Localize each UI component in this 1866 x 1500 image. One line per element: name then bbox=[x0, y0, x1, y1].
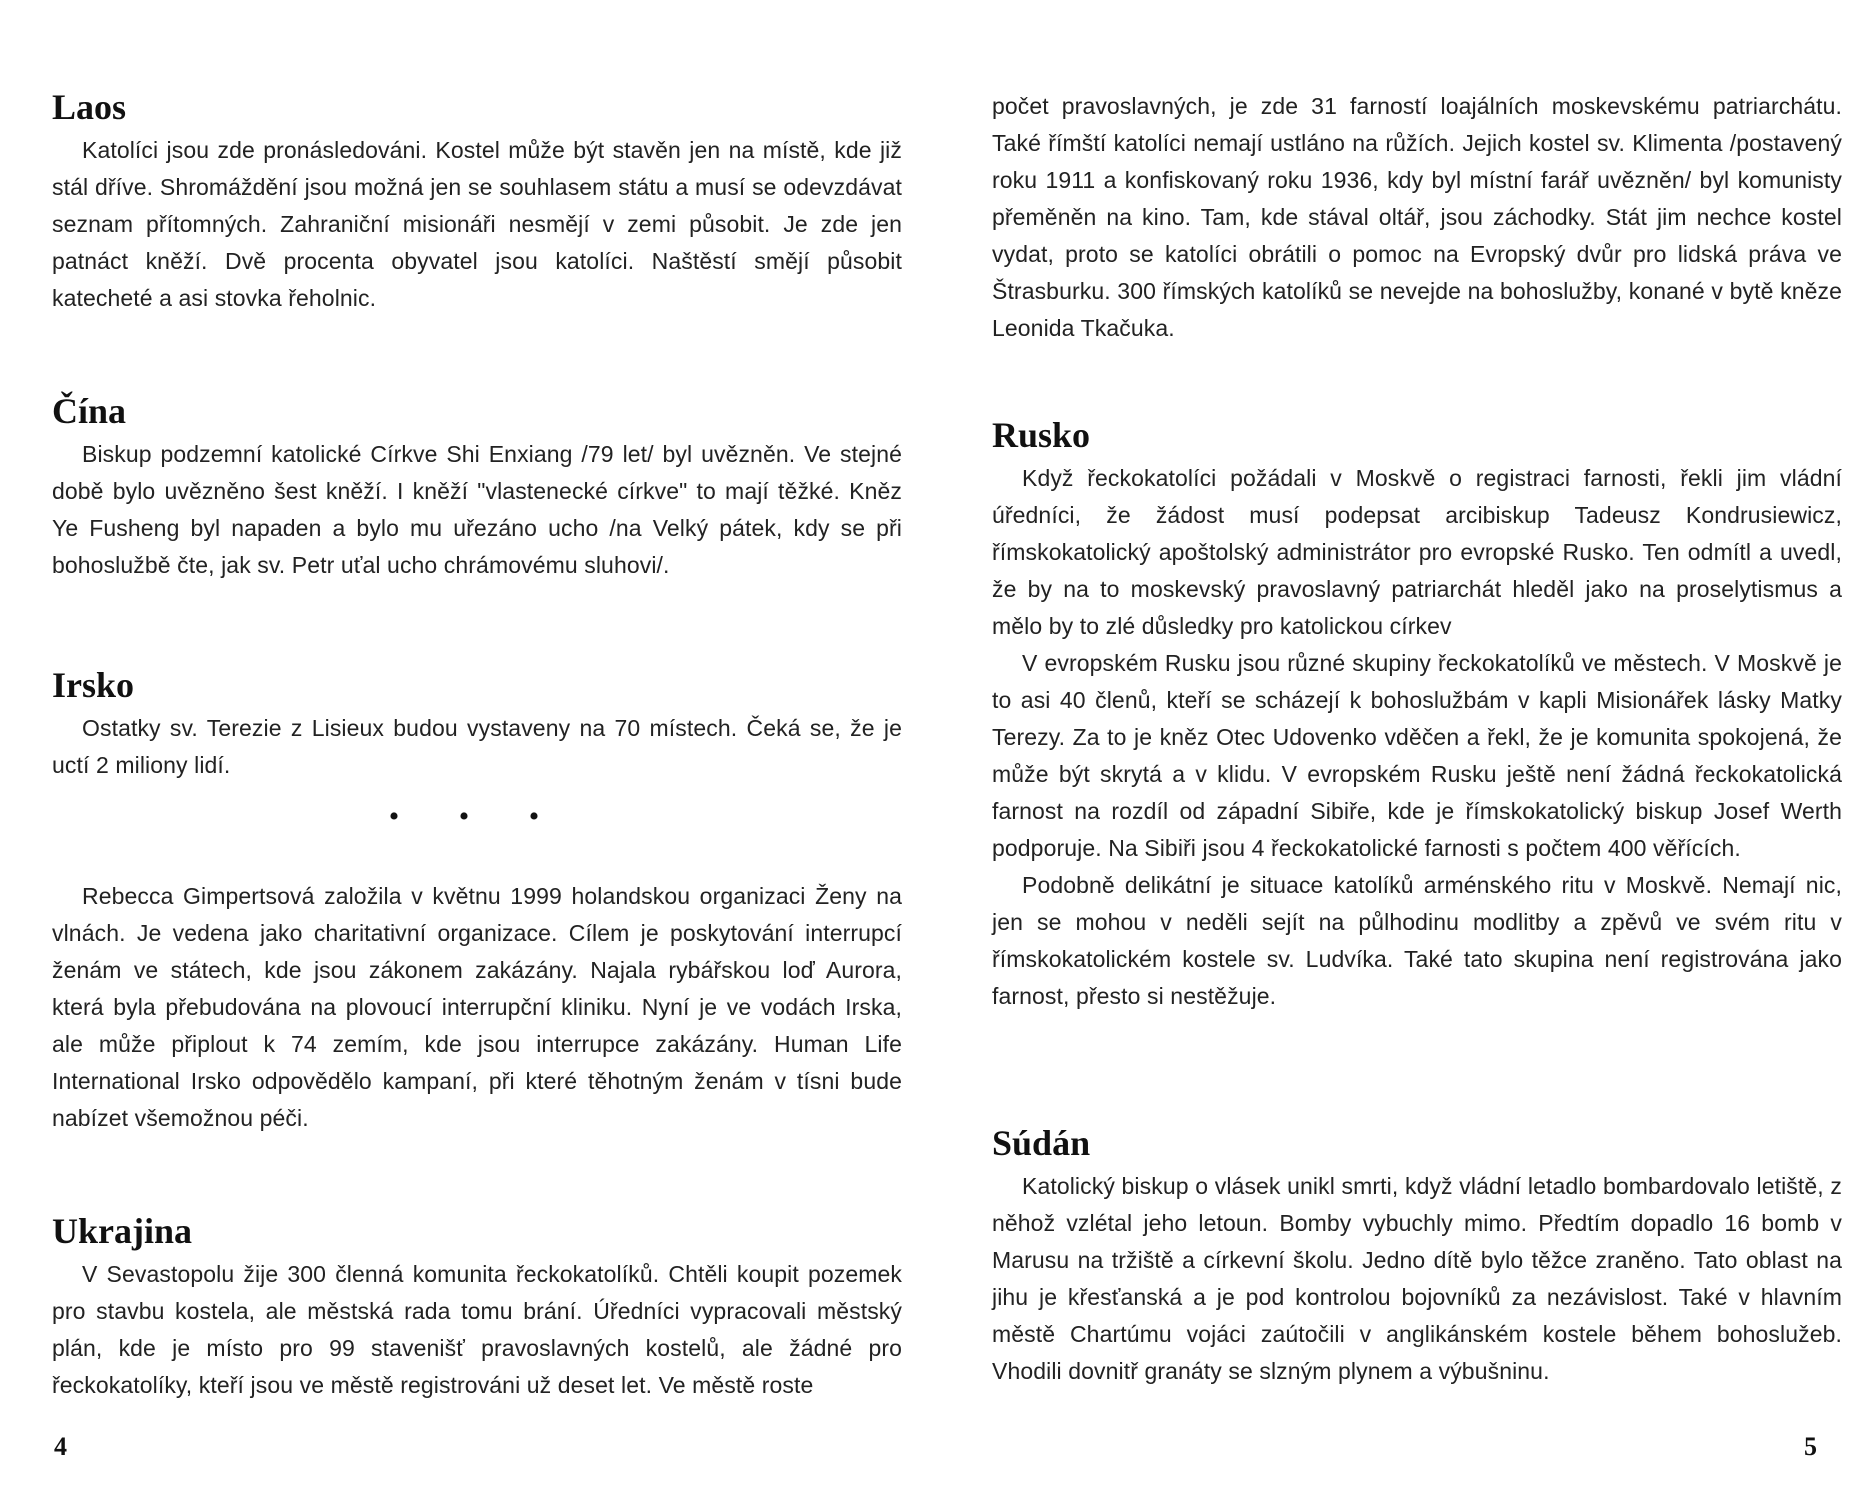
paragraph: Ostatky sv. Terezie z Lisieux budou vystaveny na 70 místech. Čeká se, že je uctí 2 miliony lidí. bbox=[52, 715, 902, 778]
section-irsko bbox=[52, 664, 902, 784]
section-title-irsko: Irsko bbox=[52, 665, 135, 705]
paragraph: V evropském Rusku jsou různé skupiny řeckokatolíků ve městech. V Moskvě je to asi 40 členů, kteří se scházejí k bohoslužbám v kapli Misionářek lásky Matky Terezy. Za to je kněz Otec Udovenko vděčen a řekl, že je komunita spokojená, že může být skrytá a v klidu. V evropském Rusku ještě není žádná řeckokatolická farnost na rozdíl od západní Sibiře, kde je římskokatolický biskup Josef Werth podporuje. Na Sibiři jsou 4 řeckokatolické farnosti s počtem 400 věřících. bbox=[992, 650, 1842, 861]
paragraph: Rebecca Gimpertsová založila v květnu 1999 holandskou organizaci Ženy na vlnách. Je vedena jako charitativní organizace. Cílem je poskytování interrupcí ženám ve státech, kde jsou zákonem zakázány. Najala rybářskou loď Aurora, která byla přebudována na plovoucí interrupční kliniku. Nyní je ve vodách Irska, ale může připlout k 74 zemím, kde jsou interrupce zakázány. Human Life International Irsko odpovědělo kampaní, při které těhotným ženám v tísni bude nabízet všemožnou péči. bbox=[52, 883, 902, 1131]
section-sudan bbox=[992, 1122, 1842, 1390]
paragraph: Katolický biskup o vlásek unikl smrti, když vládní letadlo bombardovalo letiště, z něhož vzlétal jeho letoun. Bomby vybuchly mimo. Předtím dopadlo 16 bomb v Marusu na tržiště a církevní školu. Jedno dítě bylo těžce zraněno. Tato oblast na jihu je křesťanská a je pod kontrolou bojovníků za nezávislost. Také v hlavním městě Chartúmu vojáci zaútočili v anglikánském kostele během bohoslužeb. Vhodili dovnitř granáty se slzným plynem a výbušninu. bbox=[992, 1173, 1842, 1384]
page-number-left: 4 bbox=[54, 1432, 67, 1461]
paragraph: Podobně delikátní je situace katolíků arménského ritu v Moskvě. Nemají nic, jen se mohou v neděli sejít na půlhodinu modlitby a zpěvů ve svém ritu v římskokatolickém kostele sv. Ludvíka. Také tato skupina není registrována jako farnost, přesto si nestěžuje. bbox=[992, 872, 1842, 1009]
section-cina bbox=[52, 390, 902, 584]
section-ukrajina-continued bbox=[992, 88, 1842, 347]
section-laos bbox=[52, 86, 902, 317]
paragraph: počet pravoslavných, je zde 31 farností loajálních moskevskému patriarchátu. Také římští katolíci nemají ustláno na růžích. Jejich kostel sv. Klimenta /postavený roku 1911 a konfiskovaný roku 1936, kdy byl místní farář uvězněn/ byl komunisty přeměněn na kino. Tam, kde stával oltář, jsou záchodky. Stát jim nechce kostel vydat, proto se katolíci obrátili o pomoc na Evropský dvůr pro lidská práva ve Štrasburku. 300 římských katolíků se nevejde na bohoslužby, konané v bytě kněze Leonida Tkačuka. bbox=[992, 93, 1842, 341]
section-rusko bbox=[992, 414, 1842, 1015]
paragraph: Biskup podzemní katolické Církve Shi Enxiang /79 let/ byl uvězněn. Ve stejné době bylo uvězněno šest kněží. I kněží "vlastenecké církve" to mají těžké. Kněz Ye Fusheng byl napaden a bylo mu uřezáno ucho /na Velký pátek, kdy se při bohoslužbě čte, jak sv. Petr uťal ucho chrámovému sluhovi/. bbox=[52, 441, 902, 578]
section-title-rusko: Rusko bbox=[992, 415, 1091, 455]
section-separator: • • • bbox=[388, 800, 566, 833]
section-gimperts bbox=[52, 878, 902, 1137]
left-page bbox=[52, 0, 952, 1500]
paragraph: V Sevastopolu žije 300 členná komunita řeckokatolíků. Chtěli koupit pozemek pro stavbu kostela, ale městská rada tomu brání. Úředníci vypracovali městský plán, kde je místo pro 99 stavenišť pravoslavných kostelů, ale žádné pro řeckokatolíky, kteří jsou ve městě registrováni už deset let. Ve městě roste bbox=[52, 1261, 902, 1398]
paragraph: Katolíci jsou zde pronásledováni. Kostel může být stavěn jen na místě, kde již stál dříve. Shromáždění jsou možná jen se souhlasem státu a musí se odevzdávat seznam přítomných. Zahraniční misionáři nesmějí v zemi působit. Je zde jen patnáct kněží. Dvě procenta obyvatel jsou katolíci. Naštěstí smějí působit katecheté a asi stovka řeholnic. bbox=[52, 137, 902, 311]
section-title-ukrajina: Ukrajina bbox=[52, 1211, 193, 1251]
section-title-laos: Laos bbox=[52, 87, 127, 127]
paragraph: Když řeckokatolíci požádali v Moskvě o registraci farnosti, řekli jim vládní úředníci, že žádost musí podepsat arcibiskup Tadeusz Kondrusiewicz, římskokatolický apoštolský administrátor pro evropské Rusko. Ten odmítl a uvedl, že by na to moskevský pravoslavný patriarchát hleděl jako na proselytismus a mělo by to zlé důsledky pro katolickou církev bbox=[992, 465, 1842, 639]
section-ukrajina bbox=[52, 1210, 902, 1404]
page-number-right: 5 bbox=[1804, 1432, 1817, 1461]
section-title-cina: Čína bbox=[52, 391, 127, 431]
section-title-sudan: Súdán bbox=[992, 1123, 1091, 1163]
right-page bbox=[992, 0, 1866, 1500]
